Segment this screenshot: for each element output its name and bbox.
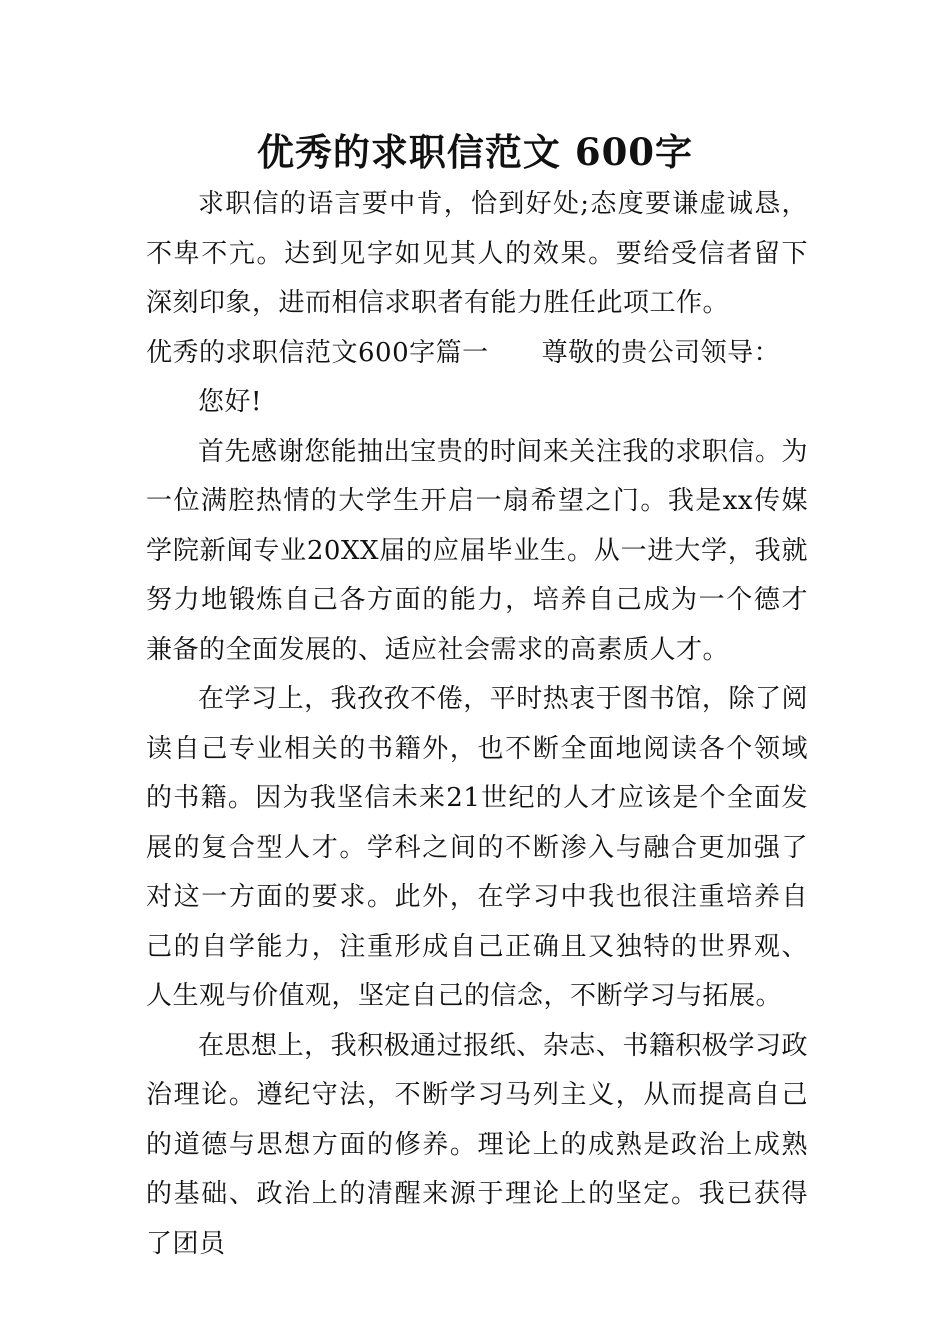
section-heading-and-salutation: 优秀的求职信范文600字篇一 尊敬的贵公司领导： xyxy=(146,337,781,368)
body-paragraph-2: 在学习上，我孜孜不倦，平时热衷于图书馆，除了阅读自己专业相关的书籍外，也不断全面地阅读各个领域的书籍。因为我坚信未来21世纪的人才应该是个全面发展的复合型人才。学科之间的不断渗入与融合更加强了对这一方面的要求。此外，在学习中我也很注重培养自己的自学能力，注重形成自己正确且又独特的世界观、人生观与价值观，坚定自己的信念，不断学习与拓展。 xyxy=(146,684,808,1011)
body-paragraph-1: 首先感谢您能抽出宝贵的时间来关注我的求职信。为一位满腔热情的大学生开启一扇希望之门。我是xx传媒学院新闻专业20XX届的应届毕业生。从一进大学，我就努力地锻炼自己各方面的能力，培养自己成为一个德才兼备的全面发展的、适应社会需求的高素质人才。 xyxy=(146,436,808,665)
document-body xyxy=(146,180,808,1269)
body-paragraph-3: 在思想上，我积极通过报纸、杂志、书籍积极学习政治理论。遵纪守法，不断学习马列主义，从而提高自己的道德与思想方面的修养。理论上的成熟是政治上成熟的基础、政治上的清醒来源于理论上的坚定。我已获得了团员 xyxy=(146,1030,808,1259)
greeting-paragraph: 您好! xyxy=(198,387,262,417)
intro-paragraph: 求职信的语言要中肯，恰到好处;态度要谦虚诚恳，不卑不亢。达到见字如见其人的效果。要给受信者留下深刻印象，进而相信求职者有能力胜任此项工作。 xyxy=(146,189,808,318)
document-title: 优秀的求职信范文 600字 xyxy=(256,130,694,174)
